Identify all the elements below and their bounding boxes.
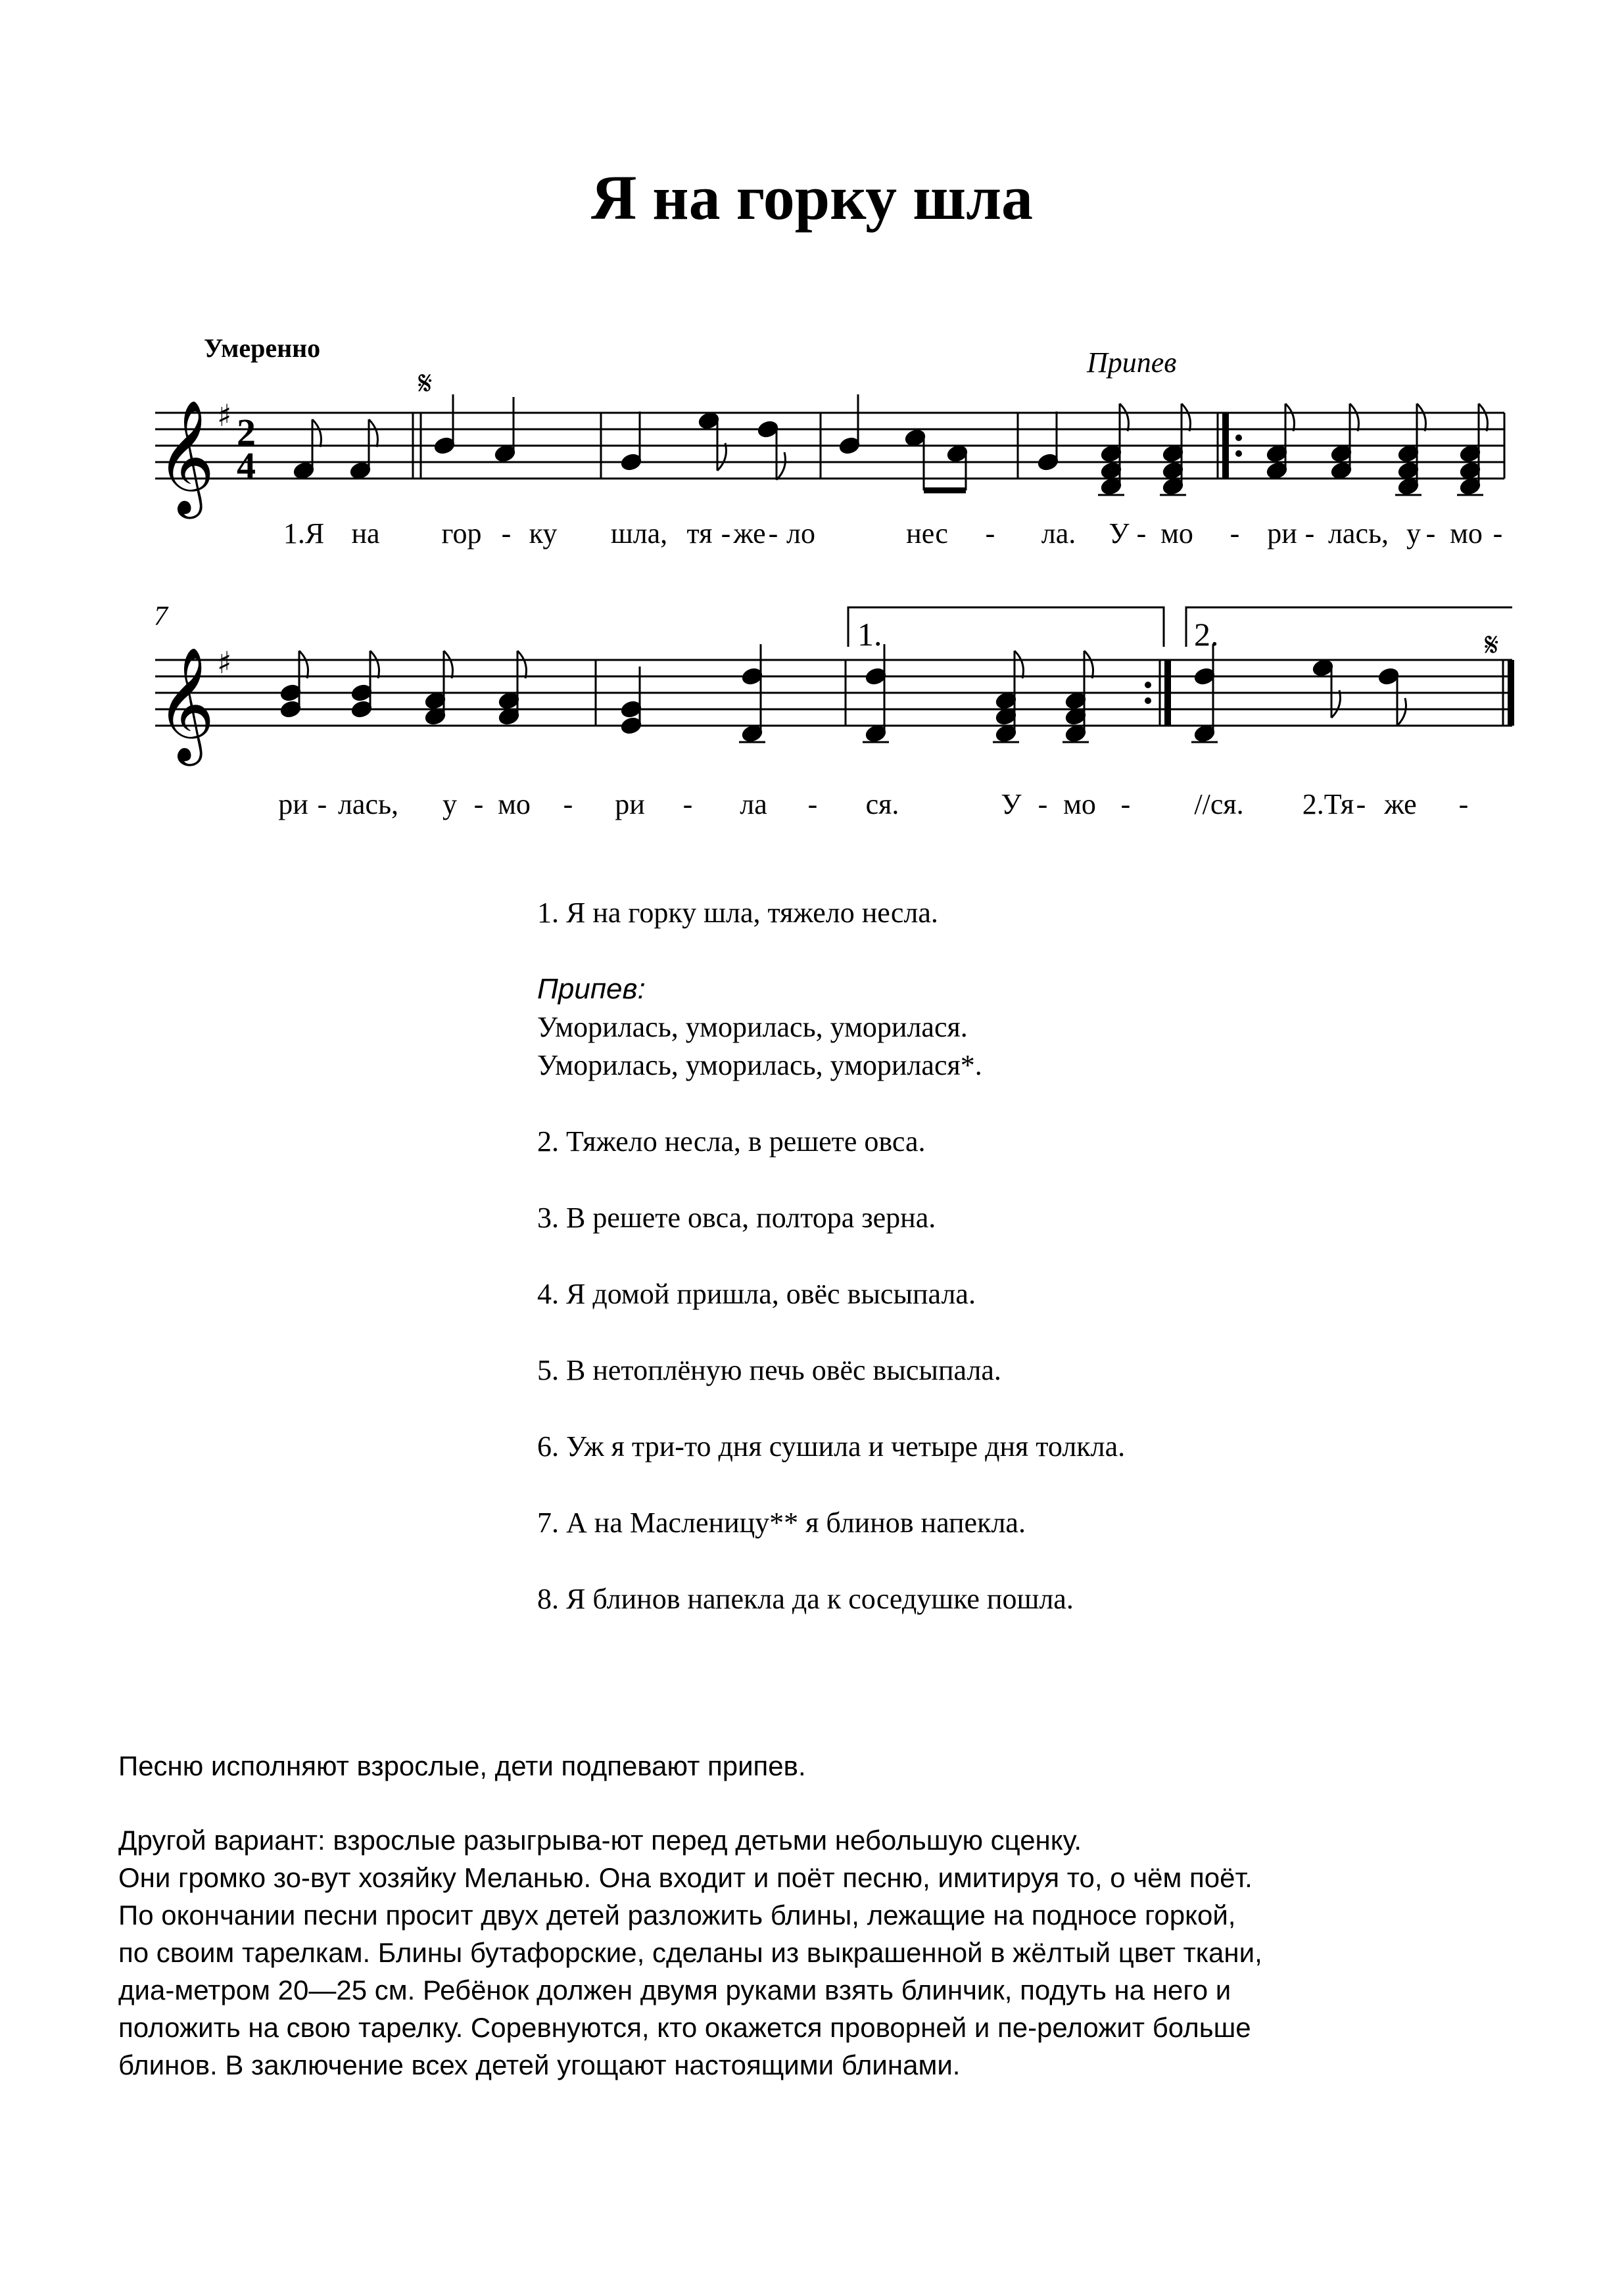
lyric-syllable: ри [278,788,308,820]
refrain-marker: Припев [1087,346,1177,379]
time-signature-top: 2 [237,411,256,454]
lyric-syllable: нес [906,517,948,550]
lyric-syllable: - [807,788,818,820]
lyric-syllable: - [768,517,778,550]
lyric-syllable: - [473,788,484,820]
lyric-syllable: 2.Тя [1302,788,1354,820]
note-line: положить на свою тарелку. Соревнуются, кто окажется проворней и пе-реложит больше [118,2012,1251,2043]
lyric-syllable: У [1109,517,1130,550]
note-line: диа-метром 20—25 см. Ребёнок должен двумя руками взять блинчик, подуть на него и [118,1975,1231,2005]
lyric-syllable: у [1406,517,1421,550]
verse-8: 8. Я блинов напекла да к соседушке пошла. [537,1583,1074,1615]
performance-notes [118,1747,1532,2120]
lyric-syllable: шла, [610,517,668,550]
lyric-syllable: мо [1160,517,1193,550]
lyric-syllable: - [985,517,995,550]
note-line: По окончании песни просит двух детей разложить блины, лежащие на подносе горкой, [118,1900,1236,1931]
chorus-block [537,970,1523,1085]
lyric-syllable: - [1120,788,1131,820]
verse-1: 1. Я на горку шла, тяжело несла. [537,897,938,929]
sheet-music [0,0,1624,855]
lyric-syllable: ла. [1041,517,1076,550]
note-line: блинов. В заключение всех детей угощают настоящими блинами. [118,2050,961,2080]
volta-2-label: 2. [1194,616,1219,653]
note-line: Другой вариант: взрослые разыгрыва-ют перед детьми небольшую сценку. [118,1825,1082,1856]
verse-4: 4. Я домой пришла, овёс высыпала. [537,1278,976,1310]
lyric-syllable: - [1493,517,1503,550]
lyric-syllable: ся. [865,788,899,820]
lyric-syllable: 1.Я [283,517,325,550]
lyric-syllable: ри [1267,517,1297,550]
verse-7: 7. А на Масленицу** я блинов напекла. [537,1507,1026,1539]
lyric-syllable: у [442,788,457,820]
lyric-syllable: - [501,517,512,550]
treble-clef-icon: 𝄞 [156,400,215,514]
verse-3: 3. В решете овса, полтора зерна. [537,1202,936,1234]
segno-icon: 𝄋 [1485,626,1499,664]
page-title: Я на горку шла [590,162,1034,233]
volta-1-label: 1. [857,616,882,653]
lyric-syllable: на [351,517,380,550]
lyric-syllable: //ся. [1194,788,1244,820]
lyric-syllable: мо [498,788,531,820]
lyric-syllable: - [1425,517,1436,550]
lyric-syllable: - [721,517,731,550]
verse-2: 2. Тяжело несла, в решете овса. [537,1125,926,1158]
lyric-syllable: тя [686,517,713,550]
lyric-syllable: - [1230,517,1240,550]
segno-icon: 𝄋 [418,364,433,402]
lyric-syllable: лась, [337,788,399,820]
treble-clef-icon: 𝄞 [156,647,215,761]
lyric-syllable: же [1384,788,1417,820]
lyric-syllable: же [733,517,766,550]
lyric-syllable: - [1136,517,1147,550]
lyric-syllable: - [1458,788,1469,820]
lyric-syllable: гор [441,517,482,550]
lyric-syllable: - [1038,788,1048,820]
sharp-icon: ♯ [217,645,232,680]
verse-5: 5. В нетоплёную печь овёс высыпала. [537,1354,1001,1386]
chorus-line: Уморилась, уморилась, уморилася*. [537,1049,982,1081]
lyric-syllable: ло [786,517,815,550]
note-line: Они громко зо-вут хозяйку Меланью. Она входит и поёт песню, имитируя то, о чём поёт. [118,1862,1253,1893]
chorus-label: Припев: [537,973,646,1005]
verse-6: 6. Уж я три-то дня сушила и четыре дня толкла. [537,1430,1126,1463]
tempo-marking: Умеренно [204,333,321,363]
time-signature-bottom: 4 [237,444,256,487]
lyric-syllable: ри [615,788,645,820]
lyric-syllable: мо [1450,517,1483,550]
note-paragraph-2 [118,1821,1532,2084]
lyric-syllable: - [563,788,573,820]
lyric-syllable: - [1356,788,1366,820]
lyric-syllable: мо [1063,788,1096,820]
note-paragraph-1: Песню исполняют взрослые, дети подпевают припев. [118,1750,806,1781]
chorus-line: Уморилась, уморилась, уморилася. [537,1011,968,1043]
measure-number: 7 [154,601,168,632]
sharp-icon: ♯ [217,398,232,433]
lyric-syllable: лась, [1327,517,1389,550]
verses-section [537,894,1523,1656]
lyric-syllable: - [317,788,327,820]
lyric-syllable: У [1001,788,1022,820]
lyric-syllable: - [1304,517,1315,550]
volta-brackets [848,607,1512,647]
lyric-syllable: ла [740,788,767,820]
note-line: по своим тарелкам. Блины бутафорские, сделаны из выкрашенной в жёлтый цвет ткани, [118,1937,1262,1968]
lyric-syllable: - [682,788,693,820]
lyric-syllable: ку [529,517,558,550]
